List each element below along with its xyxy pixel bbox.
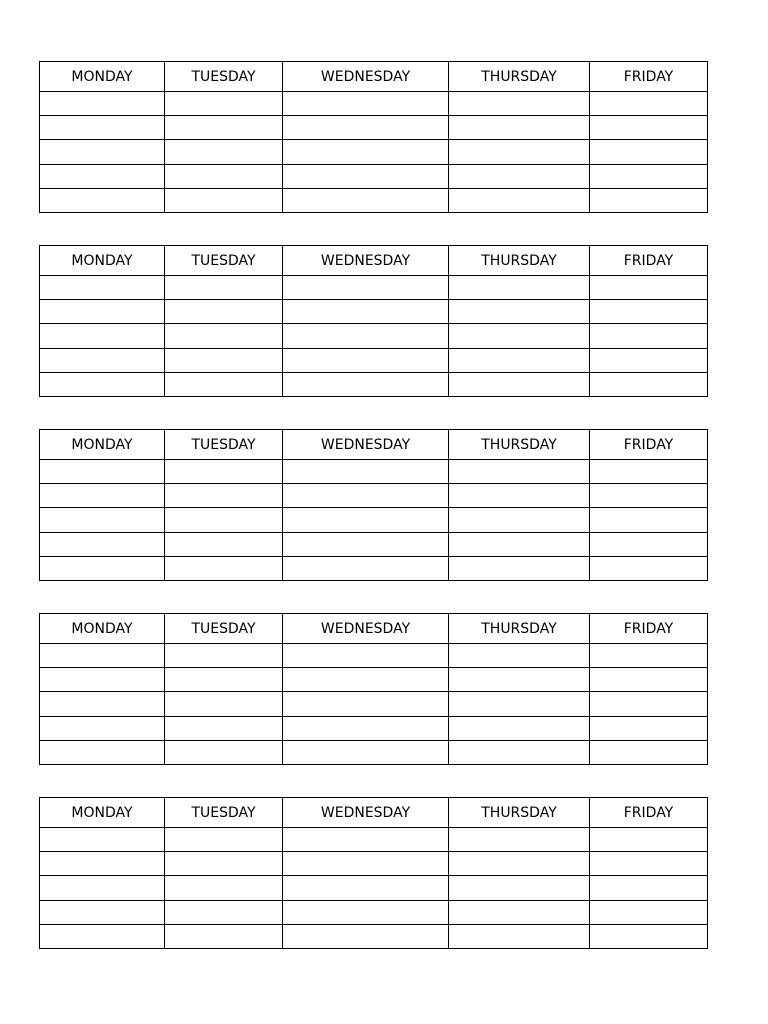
schedule-cell-monday[interactable] xyxy=(40,532,165,556)
schedule-cell-wednesday[interactable] xyxy=(283,92,449,116)
table-row xyxy=(40,140,708,164)
schedule-cell-monday[interactable] xyxy=(40,164,165,188)
schedule-cell-tuesday[interactable] xyxy=(165,900,283,924)
schedule-cell-thursday[interactable] xyxy=(449,828,590,852)
schedule-cell-tuesday[interactable] xyxy=(165,188,283,212)
schedule-cell-thursday[interactable] xyxy=(449,484,590,508)
table-row xyxy=(40,324,708,348)
day-header-monday: MONDAY xyxy=(40,614,165,644)
schedule-cell-thursday[interactable] xyxy=(449,92,590,116)
schedule-cell-thursday[interactable] xyxy=(449,164,590,188)
day-header-tuesday: TUESDAY xyxy=(165,614,283,644)
schedule-cell-monday[interactable] xyxy=(40,276,165,300)
schedule-cell-wednesday[interactable] xyxy=(283,188,449,212)
schedule-cell-tuesday[interactable] xyxy=(165,876,283,900)
schedule-cell-friday[interactable] xyxy=(590,924,708,948)
table-row xyxy=(40,484,708,508)
schedule-cell-wednesday[interactable] xyxy=(283,116,449,140)
schedule-cell-thursday[interactable] xyxy=(449,276,590,300)
schedule-cell-tuesday[interactable] xyxy=(165,164,283,188)
day-header-friday: FRIDAY xyxy=(590,246,708,276)
schedule-cell-monday[interactable] xyxy=(40,716,165,740)
week-table-4 xyxy=(39,613,708,765)
schedule-cell-tuesday[interactable] xyxy=(165,460,283,484)
schedule-cell-monday[interactable] xyxy=(40,372,165,396)
schedule-cell-wednesday[interactable] xyxy=(283,276,449,300)
day-header-monday: MONDAY xyxy=(40,246,165,276)
schedule-cell-tuesday[interactable] xyxy=(165,716,283,740)
schedule-cell-wednesday[interactable] xyxy=(283,900,449,924)
header-row xyxy=(40,798,708,828)
schedule-cell-monday[interactable] xyxy=(40,740,165,764)
table-row xyxy=(40,668,708,692)
day-header-tuesday: TUESDAY xyxy=(165,246,283,276)
schedule-cell-friday[interactable] xyxy=(590,140,708,164)
schedule-cell-thursday[interactable] xyxy=(449,372,590,396)
schedule-cell-monday[interactable] xyxy=(40,300,165,324)
schedule-cell-thursday[interactable] xyxy=(449,556,590,580)
day-header-thursday: THURSDAY xyxy=(449,798,590,828)
schedule-cell-tuesday[interactable] xyxy=(165,372,283,396)
schedule-cell-wednesday[interactable] xyxy=(283,876,449,900)
day-header-wednesday: WEDNESDAY xyxy=(283,430,449,460)
schedule-cell-wednesday[interactable] xyxy=(283,324,449,348)
schedule-cell-tuesday[interactable] xyxy=(165,92,283,116)
table-row xyxy=(40,556,708,580)
schedule-cell-monday[interactable] xyxy=(40,876,165,900)
schedule-cell-friday[interactable] xyxy=(590,92,708,116)
table-row xyxy=(40,852,708,876)
schedule-cell-thursday[interactable] xyxy=(449,852,590,876)
schedule-cell-thursday[interactable] xyxy=(449,644,590,668)
schedule-cell-wednesday[interactable] xyxy=(283,924,449,948)
schedule-cell-tuesday[interactable] xyxy=(165,300,283,324)
schedule-cell-thursday[interactable] xyxy=(449,716,590,740)
schedule-cell-wednesday[interactable] xyxy=(283,532,449,556)
day-header-friday: FRIDAY xyxy=(590,798,708,828)
schedule-cell-wednesday[interactable] xyxy=(283,644,449,668)
schedule-cell-friday[interactable] xyxy=(590,876,708,900)
schedule-cell-friday[interactable] xyxy=(590,692,708,716)
schedule-cell-friday[interactable] xyxy=(590,484,708,508)
schedule-cell-tuesday[interactable] xyxy=(165,692,283,716)
schedule-cell-thursday[interactable] xyxy=(449,324,590,348)
schedule-cell-monday[interactable] xyxy=(40,116,165,140)
schedule-cell-friday[interactable] xyxy=(590,508,708,532)
header-row xyxy=(40,62,708,92)
week-table-1 xyxy=(39,61,708,213)
schedule-cell-thursday[interactable] xyxy=(449,300,590,324)
schedule-cell-thursday[interactable] xyxy=(449,740,590,764)
day-header-friday: FRIDAY xyxy=(590,62,708,92)
schedule-cell-tuesday[interactable] xyxy=(165,740,283,764)
schedule-cell-friday[interactable] xyxy=(590,716,708,740)
schedule-cell-monday[interactable] xyxy=(40,924,165,948)
schedule-cell-tuesday[interactable] xyxy=(165,484,283,508)
schedule-cell-wednesday[interactable] xyxy=(283,140,449,164)
schedule-cell-friday[interactable] xyxy=(590,900,708,924)
schedule-cell-wednesday[interactable] xyxy=(283,348,449,372)
schedule-cell-friday[interactable] xyxy=(590,532,708,556)
schedule-cell-thursday[interactable] xyxy=(449,924,590,948)
table-row xyxy=(40,716,708,740)
schedule-cell-thursday[interactable] xyxy=(449,668,590,692)
table-row xyxy=(40,876,708,900)
week-table-3 xyxy=(39,429,708,581)
schedule-cell-friday[interactable] xyxy=(590,116,708,140)
day-header-tuesday: TUESDAY xyxy=(165,430,283,460)
table-row xyxy=(40,460,708,484)
schedule-cell-monday[interactable] xyxy=(40,900,165,924)
schedule-cell-monday[interactable] xyxy=(40,484,165,508)
schedule-cell-friday[interactable] xyxy=(590,188,708,212)
table-row xyxy=(40,348,708,372)
schedule-cell-tuesday[interactable] xyxy=(165,828,283,852)
week-table-2 xyxy=(39,245,708,397)
schedule-cell-monday[interactable] xyxy=(40,692,165,716)
schedule-cell-wednesday[interactable] xyxy=(283,484,449,508)
table-row xyxy=(40,828,708,852)
schedule-cell-monday[interactable] xyxy=(40,324,165,348)
day-header-tuesday: TUESDAY xyxy=(165,798,283,828)
schedule-cell-tuesday[interactable] xyxy=(165,116,283,140)
schedule-cell-wednesday[interactable] xyxy=(283,852,449,876)
day-header-friday: FRIDAY xyxy=(590,430,708,460)
schedule-cell-tuesday[interactable] xyxy=(165,324,283,348)
schedule-cell-friday[interactable] xyxy=(590,348,708,372)
schedule-cell-monday[interactable] xyxy=(40,644,165,668)
schedule-cell-thursday[interactable] xyxy=(449,188,590,212)
schedule-cell-tuesday[interactable] xyxy=(165,140,283,164)
table-row xyxy=(40,164,708,188)
schedule-cell-wednesday[interactable] xyxy=(283,372,449,396)
schedule-cell-friday[interactable] xyxy=(590,276,708,300)
schedule-cell-friday[interactable] xyxy=(590,372,708,396)
table-row xyxy=(40,372,708,396)
schedule-cell-thursday[interactable] xyxy=(449,900,590,924)
day-header-thursday: THURSDAY xyxy=(449,430,590,460)
day-header-thursday: THURSDAY xyxy=(449,62,590,92)
schedule-cell-wednesday[interactable] xyxy=(283,740,449,764)
table-row xyxy=(40,508,708,532)
table-row xyxy=(40,924,708,948)
schedule-cell-thursday[interactable] xyxy=(449,140,590,164)
schedule-cell-tuesday[interactable] xyxy=(165,924,283,948)
schedule-cell-tuesday[interactable] xyxy=(165,644,283,668)
schedule-cell-wednesday[interactable] xyxy=(283,716,449,740)
table-row xyxy=(40,740,708,764)
schedule-cell-thursday[interactable] xyxy=(449,692,590,716)
header-row xyxy=(40,246,708,276)
day-header-monday: MONDAY xyxy=(40,430,165,460)
schedule-cell-monday[interactable] xyxy=(40,508,165,532)
schedule-cell-thursday[interactable] xyxy=(449,508,590,532)
table-row xyxy=(40,276,708,300)
schedule-cell-friday[interactable] xyxy=(590,324,708,348)
schedule-cell-monday[interactable] xyxy=(40,556,165,580)
schedule-cell-tuesday[interactable] xyxy=(165,556,283,580)
schedule-cell-friday[interactable] xyxy=(590,852,708,876)
schedule-cell-monday[interactable] xyxy=(40,668,165,692)
schedule-cell-monday[interactable] xyxy=(40,188,165,212)
schedule-cell-tuesday[interactable] xyxy=(165,508,283,532)
schedule-cell-tuesday[interactable] xyxy=(165,668,283,692)
schedule-cell-friday[interactable] xyxy=(590,740,708,764)
table-row xyxy=(40,116,708,140)
table-row xyxy=(40,300,708,324)
table-row xyxy=(40,188,708,212)
schedule-cell-tuesday[interactable] xyxy=(165,532,283,556)
table-row xyxy=(40,532,708,556)
day-header-monday: MONDAY xyxy=(40,62,165,92)
schedule-cell-friday[interactable] xyxy=(590,164,708,188)
schedule-cell-wednesday[interactable] xyxy=(283,300,449,324)
schedule-cell-thursday[interactable] xyxy=(449,116,590,140)
table-row xyxy=(40,900,708,924)
schedule-cell-wednesday[interactable] xyxy=(283,556,449,580)
schedule-cell-friday[interactable] xyxy=(590,828,708,852)
schedule-cell-tuesday[interactable] xyxy=(165,348,283,372)
day-header-monday: MONDAY xyxy=(40,798,165,828)
schedule-cell-wednesday[interactable] xyxy=(283,692,449,716)
schedule-cell-tuesday[interactable] xyxy=(165,276,283,300)
schedule-cell-wednesday[interactable] xyxy=(283,164,449,188)
schedule-cell-monday[interactable] xyxy=(40,140,165,164)
table-row xyxy=(40,644,708,668)
day-header-thursday: THURSDAY xyxy=(449,246,590,276)
day-header-friday: FRIDAY xyxy=(590,614,708,644)
table-row xyxy=(40,92,708,116)
schedule-cell-wednesday[interactable] xyxy=(283,668,449,692)
schedule-cell-wednesday[interactable] xyxy=(283,828,449,852)
header-row xyxy=(40,430,708,460)
schedule-cell-thursday[interactable] xyxy=(449,876,590,900)
schedule-cell-wednesday[interactable] xyxy=(283,508,449,532)
schedule-cell-thursday[interactable] xyxy=(449,460,590,484)
schedule-cell-monday[interactable] xyxy=(40,460,165,484)
table-row xyxy=(40,692,708,716)
schedule-cell-thursday[interactable] xyxy=(449,532,590,556)
schedule-cell-monday[interactable] xyxy=(40,828,165,852)
schedule-cell-monday[interactable] xyxy=(40,852,165,876)
schedule-cell-friday[interactable] xyxy=(590,460,708,484)
day-header-thursday: THURSDAY xyxy=(449,614,590,644)
schedule-cell-friday[interactable] xyxy=(590,300,708,324)
schedule-cell-friday[interactable] xyxy=(590,556,708,580)
schedule-cell-monday[interactable] xyxy=(40,348,165,372)
header-row xyxy=(40,614,708,644)
day-header-wednesday: WEDNESDAY xyxy=(283,614,449,644)
schedule-cell-friday[interactable] xyxy=(590,668,708,692)
schedule-cell-monday[interactable] xyxy=(40,92,165,116)
week-table-5 xyxy=(39,797,708,949)
schedule-cell-friday[interactable] xyxy=(590,644,708,668)
schedule-cell-wednesday[interactable] xyxy=(283,460,449,484)
day-header-wednesday: WEDNESDAY xyxy=(283,246,449,276)
day-header-wednesday: WEDNESDAY xyxy=(283,62,449,92)
day-header-tuesday: TUESDAY xyxy=(165,62,283,92)
schedule-cell-tuesday[interactable] xyxy=(165,852,283,876)
day-header-wednesday: WEDNESDAY xyxy=(283,798,449,828)
schedule-cell-thursday[interactable] xyxy=(449,348,590,372)
